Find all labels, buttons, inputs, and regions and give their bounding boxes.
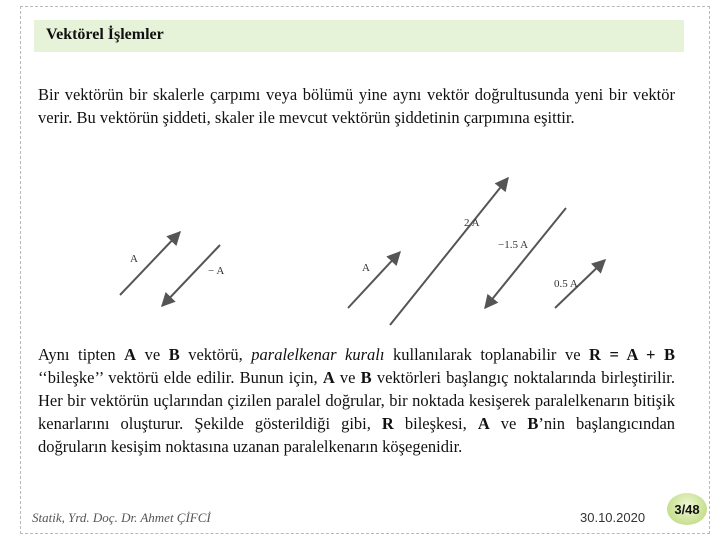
para2-text: bileşkesi, <box>393 414 478 433</box>
para2-text: kullanılarak toplanabilir ve <box>384 345 590 364</box>
label-0-5a: 0.5 A <box>554 278 578 290</box>
para2-text: ve <box>136 345 169 364</box>
page-number-badge <box>667 493 707 525</box>
label-neg-a: − A <box>208 265 225 277</box>
para2-text: ve <box>334 368 361 387</box>
para2-text: vektörü, <box>179 345 252 364</box>
para2-text: ’nin başlangıcından doğruların kesişim noktasına uzanan paralelkenarın köşegenidir. <box>38 414 676 456</box>
para2-text: Aynı tipten <box>38 345 125 364</box>
vector-b-term: B <box>527 414 539 433</box>
vector-b-term: B <box>360 368 372 387</box>
vector-neg-1-5a-arrow <box>485 208 566 308</box>
label-neg-1-5a: −1.5 A <box>498 239 529 251</box>
parallelogram-paragraph <box>38 343 675 458</box>
parallelogram-rule-term: paralelkenar kuralı <box>251 345 385 364</box>
para2-text: ve <box>489 414 528 433</box>
para2-text: ‘‘bileşke’’ vektörü elde edilir. Bunun için, <box>38 368 323 387</box>
vector-scaling-figure <box>100 160 620 335</box>
vector-b-term: B <box>168 345 180 364</box>
intro-paragraph: Bir vektörün bir skalerle çarpımı veya bölümü yine aynı vektör doğrultusunda yeni bir vektör verir. Bu vektörün şiddeti, skaler ile mevcut vektörün şiddetinin çarpımına eşittir. <box>38 85 675 127</box>
resultant-equation: R = A + B <box>589 345 675 364</box>
label-a-right: A <box>362 262 370 274</box>
para2-text: vektörleri başlangıç noktalarında birleştirilir. Her bir vektörün uçlarından çizilen paralel doğrular, bir noktada kesişerek paralelkenarın bitişik kenarlarını oluşturur. Şekilde gösterildiği gibi, <box>38 368 676 433</box>
vector-a-term: A <box>322 368 335 387</box>
vector-a-arrow <box>120 232 180 295</box>
label-2a: 2 A <box>464 217 480 229</box>
label-a: A <box>130 253 138 265</box>
vector-a-right-arrow <box>348 252 400 308</box>
footer-author: Statik, Yrd. Doç. Dr. Ahmet ÇİFCİ <box>32 510 211 525</box>
vector-a-term: A <box>124 345 137 364</box>
page-number: 3/48 <box>674 501 700 517</box>
resultant-term: R <box>381 414 394 433</box>
footer-date: 30.10.2020 <box>580 510 646 525</box>
slide-title: Vektörel İşlemler <box>46 26 164 43</box>
vector-a-term: A <box>477 414 490 433</box>
